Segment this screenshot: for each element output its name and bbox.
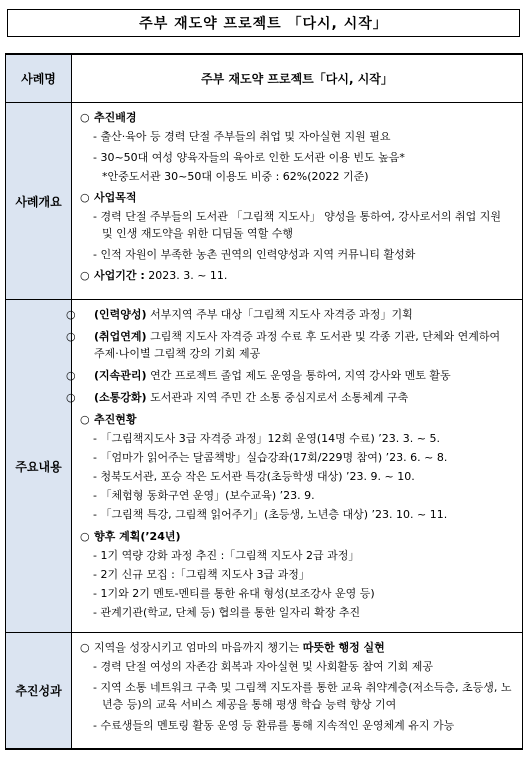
circle-bullet-icon: ○ (80, 269, 90, 282)
status-heading: 추진현황 (94, 413, 137, 426)
circle-bullet-icon: ○ (80, 191, 90, 204)
circle-bullet-icon: ○ (80, 111, 90, 124)
main-item: ○ (지속관리) 연간 프로젝트 졸업 제도 운영을 통하여, 지역 강사와 멘토 활동 (66, 369, 451, 382)
page-title: 주부 재도약 프로젝트 「다시, 시작」 (7, 9, 520, 37)
status-item: - 「그림책 특강, 그림책 읽어주기」(초등생, 노년층 대상) ’23. 10. ~ 11. (93, 508, 448, 521)
case-table (5, 53, 523, 750)
table-header-row (6, 54, 523, 103)
status-item: - 「그림책지도사 3급 자격증 과정」12회 운영(14명 수료) ’23. 3. ~ 5. (93, 432, 440, 445)
result-label: 추진성과 (6, 633, 72, 749)
circle-bullet-icon: ○ (66, 391, 76, 404)
status-item: - 「엄마가 읽어주는 달콤책방」실습강좌(17회/229명 참여) ’23. 6. ~ 8. (93, 451, 448, 464)
header-left: 사례명 (6, 54, 72, 103)
circle-bullet-icon: ○ (66, 369, 76, 382)
purpose-item: - 인적 자원이 부족한 농촌 권역의 인력양성과 지역 커뮤니티 활성화 (93, 248, 416, 261)
status-item: - 청북도서관, 포승 작은 도서관 특강(초등학생 대상) ’23. 9. ~ 10. (93, 470, 415, 483)
bg-note: *안중도서관 30~50대 이용도 비중 : 62%(2022 기준) (102, 170, 369, 183)
result-item: - 경력 단절 여성의 자존감 회복과 자아실현 및 사회활동 참여 기회 제공 (93, 660, 433, 673)
circle-bullet-icon: ○ (80, 641, 90, 654)
main-item: ○ (취업연계) 그림책 지도사 자격증 과정 수료 후 도서관 및 각종 기관, 단체와 연계하여 주제·나이별 그림책 강의 기회 제공 (66, 330, 501, 360)
overview-row (6, 103, 523, 300)
main-content (66, 300, 523, 633)
circle-bullet-icon: ○ (66, 330, 76, 343)
header-right: 주부 재도약 프로젝트「다시, 시작」 (72, 54, 523, 103)
purpose-heading: 사업목적 (94, 191, 137, 204)
main-item: ○ (소통강화) 도서관과 지역 주민 간 소통 중심지로서 소통체계 구축 (66, 391, 409, 404)
result-item: - 지역 소통 네트워크 구축 및 그림책 지도자를 통한 교육 취약계층(저소득층, 초등생, 노년층 등)의 교육 서비스 제공을 통해 평생 학습 능력 향상 기여 (93, 681, 512, 711)
main-label: 주요내용 (6, 300, 72, 633)
circle-bullet-icon: ○ (80, 530, 90, 543)
plan-item: - 관계기관(학교, 단체 등) 협의를 통한 일자리 확장 추진 (93, 606, 361, 619)
period-heading: 사업기간 : (94, 269, 145, 282)
bg-item: - 출산·육아 등 경력 단절 주부들의 취업 및 자아실현 지원 필요 (93, 130, 391, 143)
plan-heading: 향후 계획(’24년) (94, 530, 181, 543)
result-lead: 지역을 성장시키고 엄마의 마음까지 챙기는 (94, 641, 303, 654)
main-row (6, 300, 523, 633)
purpose-item: - 경력 단절 주부들의 도서관 「그림책 지도사」 양성을 통하여, 강사로서의 취업 지원 및 인생 재도약을 위한 디딤돌 역할 수행 (93, 210, 501, 240)
result-content (72, 633, 523, 749)
circle-bullet-icon: ○ (66, 308, 76, 321)
result-item: - 수료생들의 멘토링 활동 운영 등 환류를 통해 지속적인 운영체계 유지 가능 (93, 719, 455, 732)
plan-item: - 1기 역량 강화 과정 추진 :「그림책 지도사 2급 과정」 (93, 549, 360, 562)
circle-bullet-icon: ○ (80, 413, 90, 426)
result-lead-bold: 따뜻한 행정 실현 (302, 641, 385, 654)
bg-heading: 추진배경 (94, 111, 137, 124)
period-value: 2023. 3. ~ 11. (148, 269, 228, 282)
overview-label: 사례개요 (6, 103, 72, 300)
plan-item: - 2기 신규 모집 :「그림책 지도사 3급 과정」 (93, 568, 310, 581)
status-item: - 「체험형 동화구연 운영」(보수교육) ’23. 9. (93, 489, 315, 502)
main-item: ○ (인력양성) 서부지역 주부 대상「그림책 지도사 자격증 과정」기획 (66, 308, 413, 321)
overview-content (72, 103, 523, 300)
plan-item: - 1기와 2기 멘토-멘티를 통한 유대 형성(보조강사 운영 등) (93, 587, 375, 600)
bg-item: - 30~50대 여성 양육자들의 육아로 인한 도서관 이용 빈도 높음* (93, 151, 405, 164)
result-row (6, 633, 523, 749)
